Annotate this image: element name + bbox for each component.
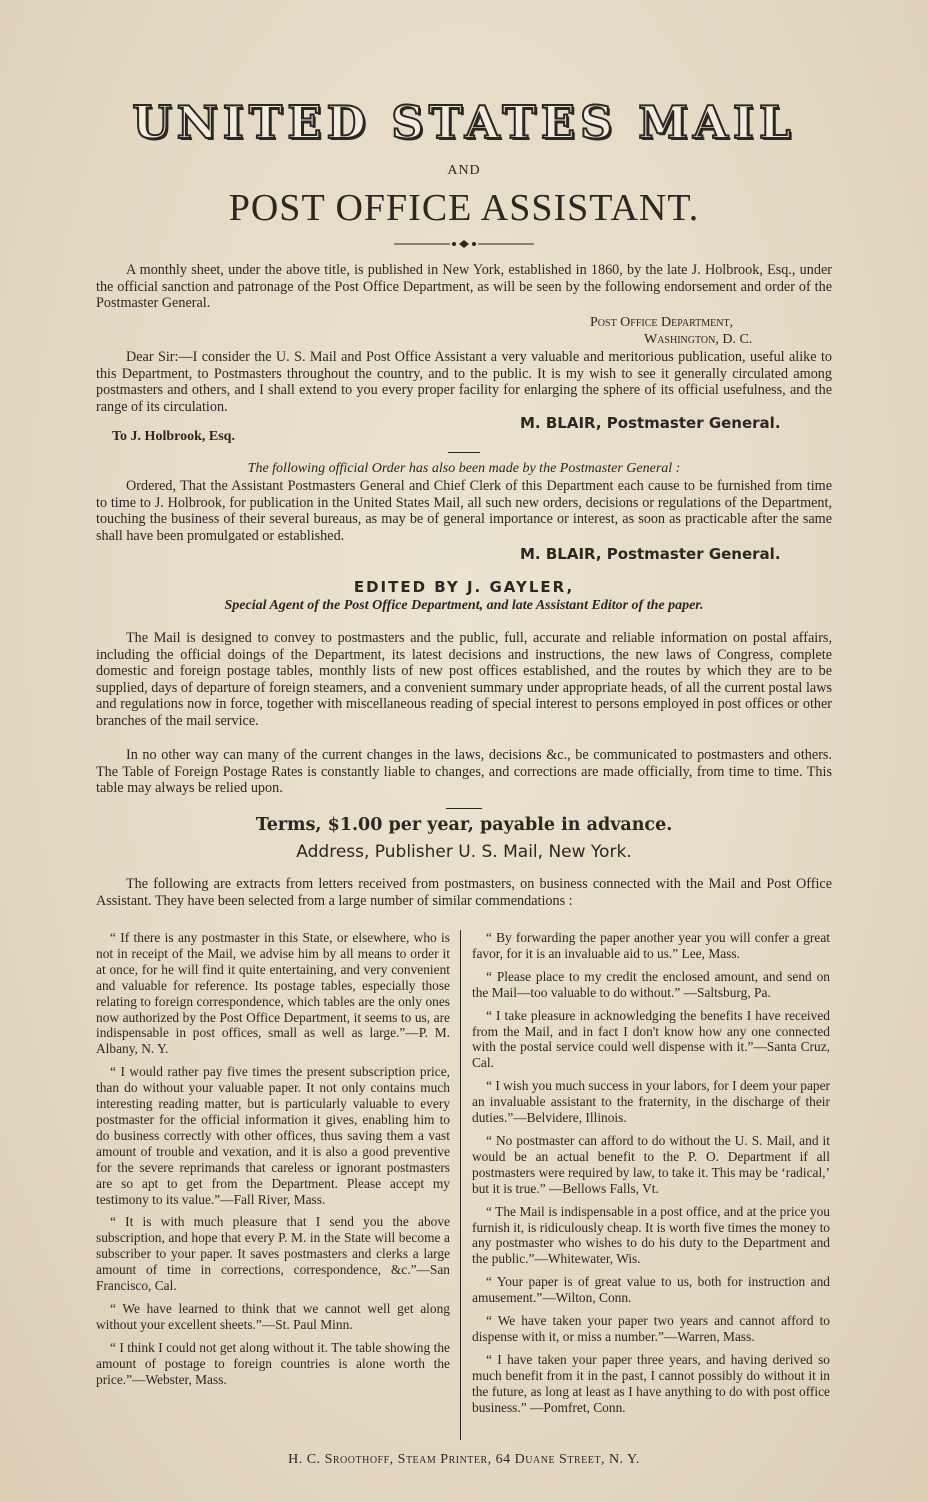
letter-paragraph: Dear Sir:—I consider the U. S. Mail and Post Office Assistant a very valuable and meritorious publication, useful alike to this Department, to Postmasters throughout the country, and to the public. It is my wish to see it generally circulated among postmasters and others, and I shall extend to you every proper facility for enlarging the sphere of its official usefulness, and the range of its circulation. <box>96 349 832 415</box>
testimonial: “ I wish you much success in your labors, for I deem your paper an invaluable assistant to the fraternity, in the discharge of their duties.”—Belvidere, Illinois. <box>472 1078 830 1126</box>
printer-imprint: H. C. Sroothoff, Steam Printer, 64 Duane Street, N. Y. <box>288 1452 640 1467</box>
testimonials-left-column <box>96 930 450 1394</box>
testimonial: “ By forwarding the paper another year you will confer a great favor, for it is an invaluable aid to us.” Lee, Mass. <box>472 930 830 961</box>
signature-blair-2: M. BLAIR, Postmaster General. <box>520 545 781 563</box>
testimonial: “ I have taken your paper three years, and having derived so much benefit from it in the past, I cannot possibly do without it in the future, as long at least as I have anything to do with post office business.” —Pomfret, Conn. <box>472 1351 830 1415</box>
testimonial: “ The Mail is indispensable in a post office, and at the price you furnish it, is ridiculously cheap. It is worth five times the money to any postmaster who wishes to do his duty to the Department and the public.”—Whitewater, Wis. <box>472 1203 830 1267</box>
testimonial: “ No postmaster can afford to do without the U. S. Mail, and it would be an actual benefit to the P. O. Department if all postmasters were required by law, to take it. This may be ‘radical,’ but it is true.” —Bellows Falls, Vt. <box>472 1132 830 1196</box>
testimonials-right-column <box>472 930 830 1422</box>
address-city: Washington, D. C. <box>644 332 753 347</box>
address-line: Address, Publisher U. S. Mail, New York. <box>296 842 632 862</box>
editor-role: Special Agent of the Post Office Department, and late Assistant Editor of the paper. <box>224 598 704 613</box>
terms-line: Terms, $1.00 per year, payable in advance. <box>255 815 673 835</box>
testimonial: “ We have taken your paper two years and cannot afford to dispense with it, or miss a number.”—Warren, Mass. <box>472 1313 830 1344</box>
testimonial: “ Please place to my credit the enclosed amount, and send on the Mail—too valuable to do without.” —Saltsburg, Pa. <box>472 968 830 1000</box>
divider-short-2 <box>446 808 482 809</box>
column-divider <box>460 930 461 1440</box>
masthead-subtitle: POST OFFICE ASSISTANT. <box>228 187 700 229</box>
order-heading: The following official Order has also been made by the Postmaster General : <box>247 461 681 476</box>
extracts-intro: The following are extracts from letters received from postmasters, on business connected with the Mail and Post Office Assistant. They have been selected from a large number of similar commendations : <box>96 876 832 909</box>
ornament-divider-icon <box>394 238 534 250</box>
testimonial: “ If there is any postmaster in this State, or elsewhere, who is not in receipt of the Mail, we advise him by all means to order it at once, for he will find it quite entertaining, and very convenient and valuable for reference. Its postage tables, especially those relating to foreign correspondence, which tables are the only ones now authorized by the Post Office Department, it seems to us, are indispensable in post offices, small as well as large.”—P. M. Albany, N. Y. <box>96 930 450 1057</box>
testimonial: “ We have learned to think that we cannot well get along without your excellent sheets.”—St. Paul Minn. <box>96 1300 450 1332</box>
masthead-title: UNITED STATES MAIL <box>132 96 796 149</box>
divider-short-1 <box>448 452 480 453</box>
testimonial: “ I take pleasure in acknowledging the benefits I have received from the Mail, and in fact I don't know how any one connected with the postal service could well dispense with it.”—Santa Cruz, Cal. <box>472 1007 830 1071</box>
address-department: Post Office Department, <box>590 315 734 330</box>
signature-blair-1: M. BLAIR, Postmaster General. <box>520 414 781 432</box>
masthead-and: AND <box>447 163 481 178</box>
testimonial: “ I think I could not get along without it. The table showing the amount of postage to foreign countries is alone worth the price.”—Webster, Mass. <box>96 1339 450 1387</box>
edited-by: EDITED BY J. GAYLER, <box>353 578 575 596</box>
intro-paragraph: A monthly sheet, under the above title, is published in New York, established in 1860, by the late J. Holbrook, Esq., under the official sanction and patronage of the Post Office Department, as will be seen by the following endorsement and order of the Postmaster General. <box>96 262 832 311</box>
order-paragraph: Ordered, That the Assistant Postmasters General and Chief Clerk of this Department each cause to be furnished from time to time to J. Holbrook, for publication in the United States Mail, all such new orders, decisions or regulations of the Department, touching the business of their several bureaus, as may be of general importance or interest, as soon as practicable after the same shall have been promulgated or established. <box>96 478 832 544</box>
testimonial: “ It is with much pleasure that I send you the above subscription, and hope that every P. M. in the State will become a subscriber to your paper. It saves postmasters and clerks a large amount of time in corrections, correspondence, &c.”—San Francisco, Cal. <box>96 1214 450 1294</box>
mail-description-2: In no other way can many of the current changes in the laws, decisions &c., be communicated to postmasters and others. The Table of Foreign Postage Rates is constantly liable to changes, and corrections are made officially, from time to time. This table may always be relied upon. <box>96 747 832 796</box>
testimonial: “ I would rather pay five times the present subscription price, than do without your valuable paper. It not only contains much interesting reading matter, but is particularly valuable to every postmaster for the official information it gives, enabling him to do business correctly with other offices, thus saving them a vast amount of trouble and vexation, and it is also a good preventive for the severe reprimands that careless or ignorant postmasters are so apt to get from the Department. Please accept my testimony to its value.”—Fall River, Mass. <box>96 1064 450 1207</box>
to-holbrook: To J. Holbrook, Esq. <box>112 429 235 444</box>
testimonial: “ Your paper is of great value to us, both for instruction and amusement.”—Wilton, Conn. <box>472 1274 830 1306</box>
mail-description-1: The Mail is designed to convey to postmasters and the public, full, accurate and reliable information on postal affairs, including the official doings of the Department, its latest decisions and instructions, the new laws of Congress, complete domestic and foreign postage tables, monthly lists of new post offices established, and the routes by which they are to be supplied, days of departure of foreign steamers, and a convenient summary under appropriate heads, of all the current postal laws and regulations now in force, together with miscellaneous reading of special interest to persons employed in post offices or other branches of the mail service. <box>96 630 832 729</box>
